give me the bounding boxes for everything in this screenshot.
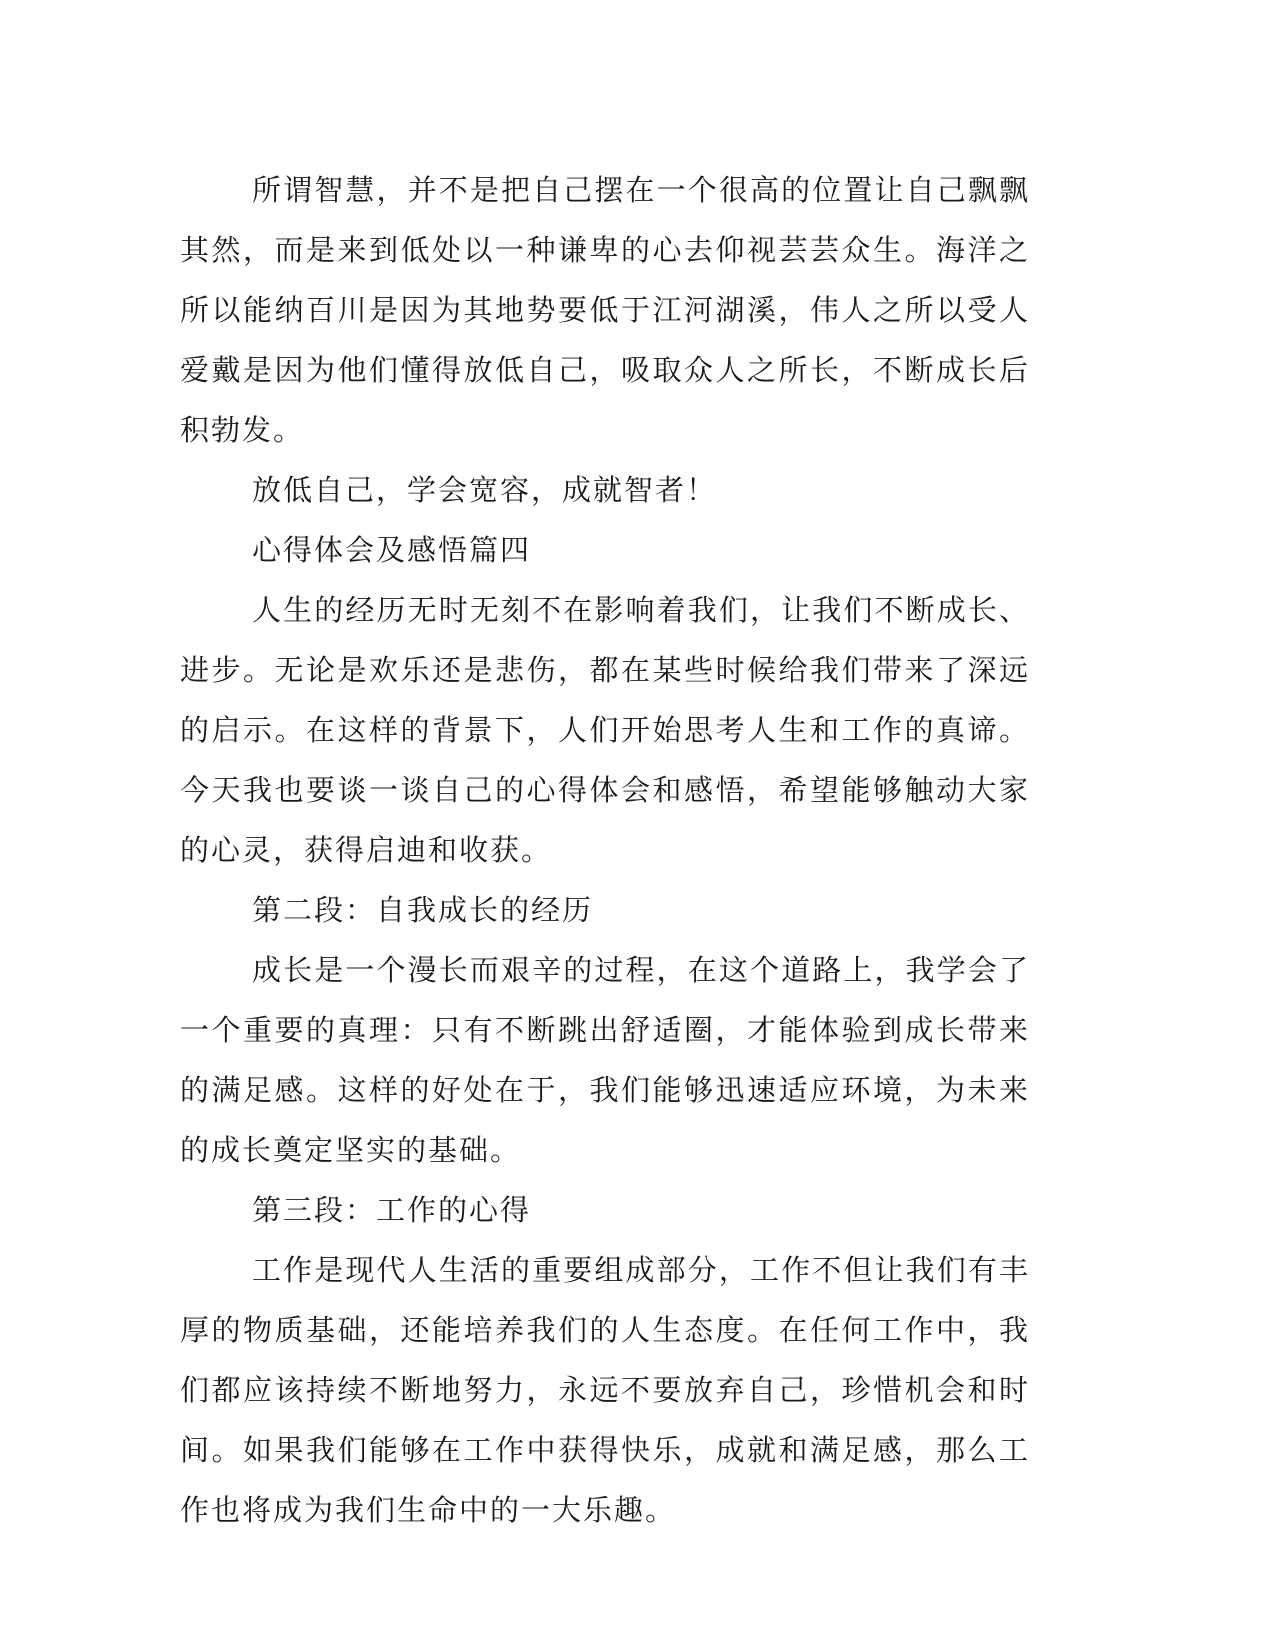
section-heading-work: 第三段：工作的心得: [252, 1193, 532, 1227]
paragraph-life-experience: 人生的经历无时无刻不在影响着我们，让我们不断成长、进步。无论是欢乐还是悲伤，都在某些时候给我们带来了深远的启示。在这样的背景下，人们开始思考人生和工作的真谛。今天我也要谈一谈自己的心得体会和感悟，希望能够触动大家的心灵，获得启迪和收获。: [180, 593, 1030, 867]
paragraph-growth: 成长是一个漫长而艰辛的过程，在这个道路上，我学会了一个重要的真理：只有不断跳出舒适圈，才能体验到成长带来的满足感。这样的好处在于，我们能够迅速适应环境，为未来的成长奠定坚实的基础。: [180, 953, 1030, 1167]
document-body: [180, 160, 1030, 1540]
paragraph-motto: 放低自己，学会宽容，成就智者！: [252, 473, 718, 507]
section-heading-personal-growth: 第二段：自我成长的经历: [252, 893, 594, 927]
paragraph-wisdom: 所谓智慧，并不是把自己摆在一个很高的位置让自己飘飘其然，而是来到低处以一种谦卑的心去仰视芸芸众生。海洋之所以能纳百川是因为其地势要低于江河湖溪，伟人之所以受人爱戴是因为他们懂得放低自己，吸取众人之所长，不断成长后积勃发。: [180, 173, 1030, 447]
section-title-part-four: 心得体会及感悟篇四: [252, 533, 532, 567]
paragraph-work: 工作是现代人生活的重要组成部分，工作不但让我们有丰厚的物质基础，还能培养我们的人生态度。在任何工作中，我们都应该持续不断地努力，永远不要放弃自己，珍惜机会和时间。如果我们能够在工作中获得快乐，成就和满足感，那么工作也将成为我们生命中的一大乐趣。: [180, 1253, 1030, 1527]
